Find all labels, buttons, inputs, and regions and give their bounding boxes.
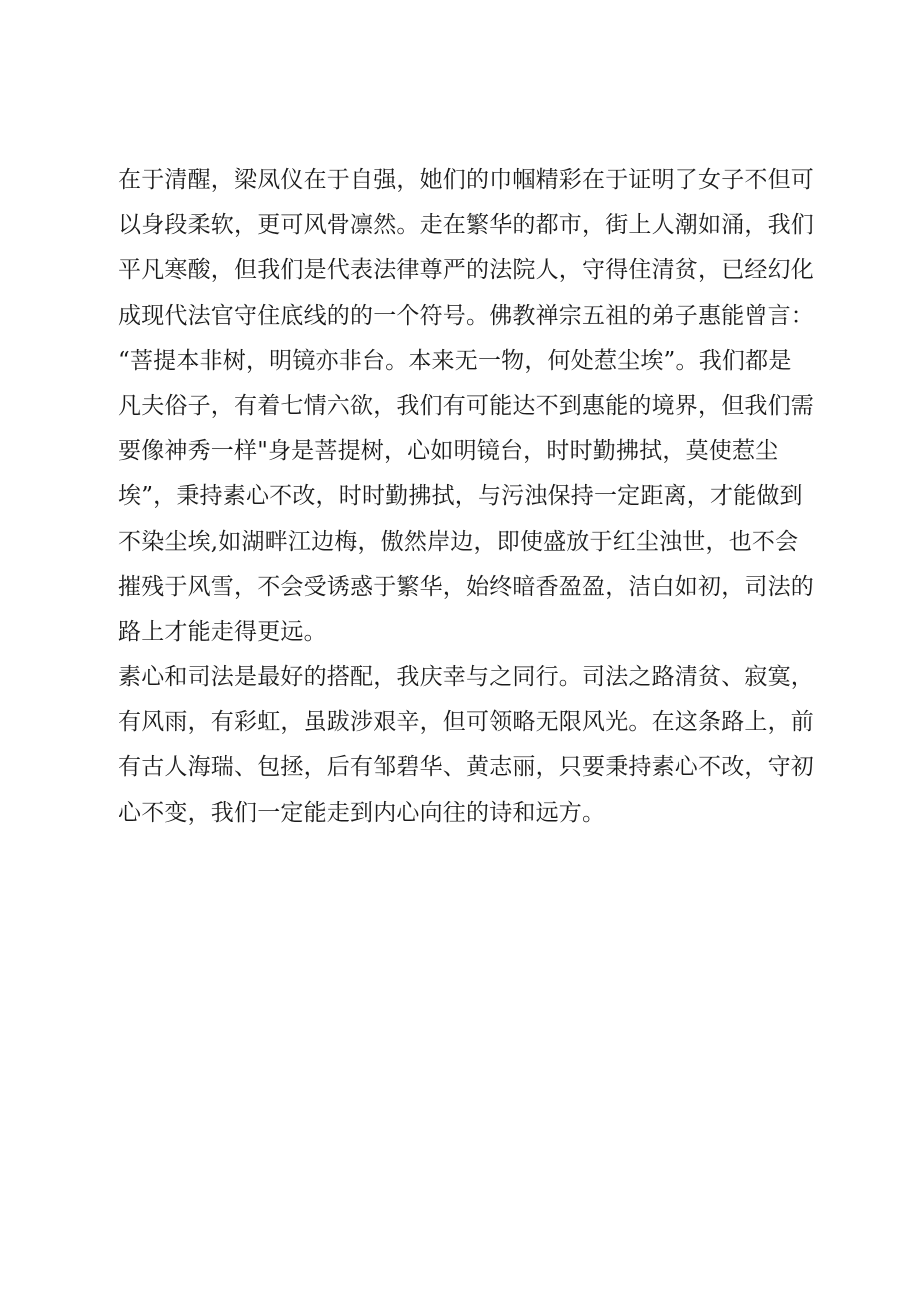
text-line: 在于清醒，梁凤仪在于自强，她们的巾帼精彩在于证明了女子不但可 bbox=[118, 167, 814, 193]
text-line: 有风雨，有彩虹，虽跋涉艰辛，但可领略无限风光。在这条路上，前 bbox=[118, 709, 814, 736]
text-line: 以身段柔软，更可风骨凛然。走在繁华的都市，街上人潮如涌，我们 bbox=[118, 212, 814, 239]
text-line: 不染尘埃,如湖畔江边梅，傲然岸边，即使盛放于红尘浊世，也不会 bbox=[118, 528, 799, 555]
paragraph-2 bbox=[118, 655, 814, 836]
body-text bbox=[118, 158, 814, 836]
text-line: 摧残于风雪，不会受诱惑于繁华，始终暗香盈盈，洁白如初，司法的 bbox=[118, 573, 814, 600]
text-line: 路上才能走得更远。 bbox=[118, 618, 327, 645]
text-line: “菩提本非树，明镜亦非台。本来无一物，何处惹尘埃”。我们都是 bbox=[118, 347, 792, 374]
text-line: 要像神秀一样"身是菩提树，心如明镜台，时时勤拂拭，莫使惹尘 bbox=[118, 438, 779, 465]
paragraph-1 bbox=[118, 158, 814, 655]
text-line: 埃”，秉持素心不改，时时勤拂拭，与污浊保持一定距离，才能做到 bbox=[118, 483, 803, 510]
text-line: 心不变，我们一定能走到内心向往的诗和远方。 bbox=[118, 799, 606, 826]
text-line: 素心和司法是最好的搭配，我庆幸与之同行。司法之路清贫、寂寞， bbox=[118, 664, 814, 691]
text-line: 凡夫俗子，有着七情六欲，我们有可能达不到惠能的境界，但我们需 bbox=[118, 392, 814, 419]
text-line: 有古人海瑞、包拯，后有邹碧华、黄志丽，只要秉持素心不改，守初 bbox=[118, 754, 814, 781]
text-line: 成现代法官守住底线的的一个符号。佛教禅宗五祖的弟子惠能曾言： bbox=[118, 302, 814, 329]
text-line: 平凡寒酸，但我们是代表法律尊严的法院人，守得住清贫，已经幻化 bbox=[118, 257, 814, 284]
